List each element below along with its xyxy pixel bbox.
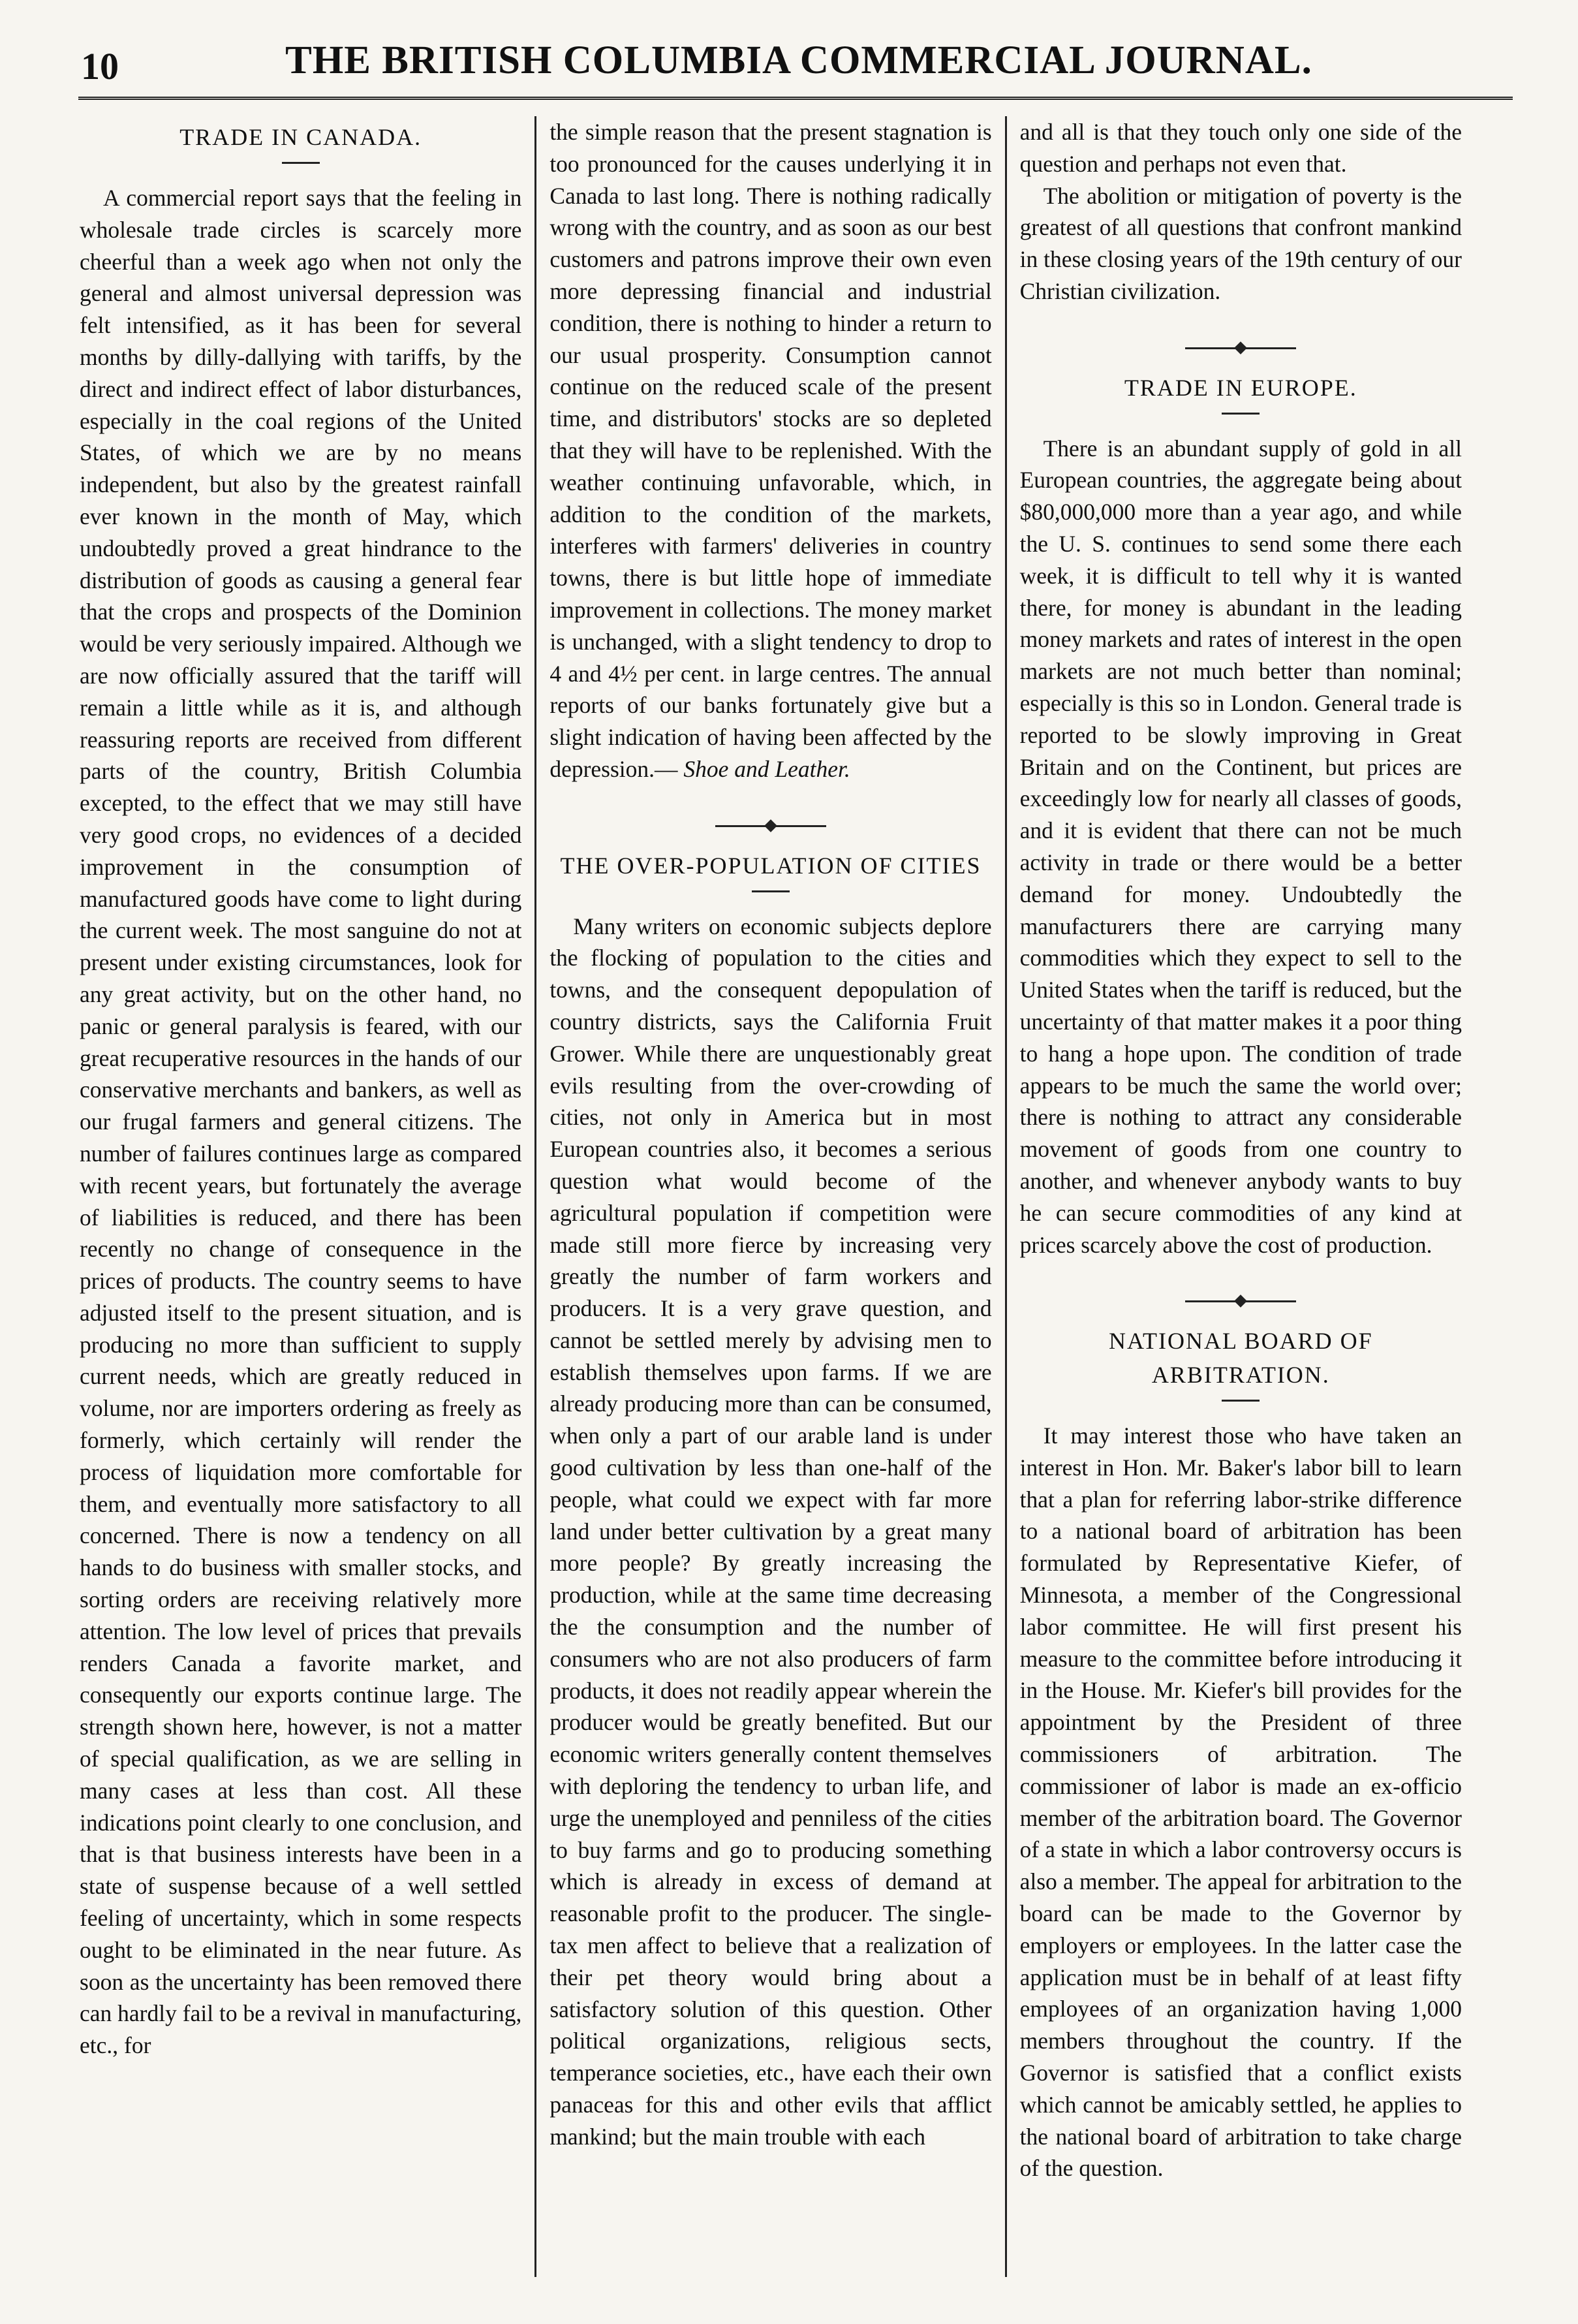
masthead: [72, 26, 1526, 98]
article-paragraph-poverty: The abolition or mitigation of poverty is the greatest of all questions that confront mankind in these closing years of the 19th century of our Christian civilization.: [1019, 182, 1462, 304]
article-title-trade-in-canada: TRADE IN CANADA.: [179, 124, 422, 150]
column-rule: [1005, 116, 1007, 2277]
page-number: 10: [81, 45, 119, 87]
article-body-trade-in-europe: There is an abundant supply of gold in all European countries, the aggregate being about $80,000,000 more than a year ago, and while the U. S. continues to send some there each week, it is difficult to tell why it is wanted there, for money is abundant in the leading money markets and rates of interest in the open markets are not much better than nominal; especially is this so in London. General trade is reported to be slowly improving in Great Britain and on the Continent, but prices are exceedingly low for nearly all classes of goods, and it is evident that there can not be much activity in trade or there would be a better demand for money. Undoubtedly the manufacturers there are carrying many commodities which they expect to sell to the United States when the tariff is reduced, but the uncertainty of that matter makes it a poor thing to hang a hope upon. The condition of trade appears to be much the same the world over; there is nothing to attract any considerable movement of goods from one country to another, and whenever anybody wants to buy he can secure commodities of any kind at prices scarcely above the cost of production.: [1019, 435, 1462, 1258]
title-rule: [1222, 413, 1260, 415]
section-ornament: [549, 804, 991, 836]
article-title-over-population: THE OVER-POPULATION OF CITIES: [560, 852, 982, 879]
article-title-trade-in-europe: TRADE IN EUROPE.: [1124, 374, 1357, 401]
article-title-national-board: NATIONAL BOARD OF ARBITRATION.: [1108, 1328, 1373, 1389]
column-rule: [534, 116, 536, 2277]
column-2: [549, 116, 991, 2277]
journal-title: THE BRITISH COLUMBIA COMMERCIAL JOURNAL.: [285, 39, 1312, 82]
article-body-trade-in-canada: A commercial report says that the feeling in wholesale trade circles is scarcely more cheerful than a week ago when not only the general and almost universal depression was felt intensified, as it has been for several months by dilly-dallying with tariffs, by the direct and indirect effect of labor disturbances, especially in the coal regions of the United States, of which we are by no means independent, but also by the greatest rainfall ever known in the month of May, which undoubtedly proved a great hindrance to the distribution of goods as causing a general fear that the crops and prospects of the Dominion would be very seriously impaired. Although we are now officially assured that the tariff will remain a little while as it is, and although reassuring reports are received from different parts of the country, British Columbia excepted, to the effect that we may still have very good crops, no evidences of a decided improvement in the consumption of manufactured goods have come to light during the current week. The most sanguine do not at present under existing circumstances, look for any great activity, but on the other hand, no panic or general paralysis is feared, with our great recuperative resources in the hands of our conservative merchants and bankers, as well as our frugal farmers and general citizens. The number of failures continues large as compared with recent years, but fortunately the average of liabilities is reduced, and there has been recently no change of consequence in the prices of products. The country seems to have adjusted itself to the present situation, and is producing no more than sufficient to supply current needs, which are greatly reduced in volume, nor are importers ordering as freely as formerly, which certainly will render the process of liquidation more comfortable for them, and eventually more satisfactory to all concerned. There is now a tendency on all hands to do business with smaller stocks, and sorting orders are receiving relatively more attention. The low level of prices that prevails renders Canada a favorite market, and consequently our exports continue large. The strength shown here, however, is not a matter of special qualification, as we are selling in many cases at less than cost. All these indications point clearly to one conclusion, and that is that business interests have been in a state of suspense because of a well settled feeling of uncertainty, which in some respects ought to be eliminated in the near future. As soon as the uncertainty has been removed there can hardly fail to be a revival in manufacturing, etc., for: [80, 185, 522, 2059]
article-body-national-board: It may interest those who have taken an interest in Hon. Mr. Baker's labor bill to learn that a plan for referring labor-strike difference to a national board of arbitration has been formulated by Representative Kiefer, of Minnesota, a member of the Congressional labor committee. He will first present his measure to the committee before introducing it in the House. Mr. Kiefer's bill provides for the appointment by the President of three commissioners of arbitration. The commissioner of labor is made an ex-officio member of the arbitration board. The Governor of a state in which a labor controversy occurs is also a member. The appeal for arbitration to the board can be made to the Governor by employers or employees. In the latter case the application must be in behalf of at least fifty employees of an organization having 1,000 members throughout the country. If the Governor is satisfied that a conflict exists which cannot be amicably settled, he applies to the national board of arbitration to take charge of the question.: [1019, 1422, 1462, 2182]
section-ornament: [1020, 1279, 1462, 1311]
article-source: Shoe and Leather.: [683, 755, 850, 782]
title-rule: [282, 162, 320, 164]
masthead-rule: [78, 97, 1513, 100]
column-3: [1020, 116, 1462, 2277]
article-body-over-population: Many writers on economic subjects deplore the flocking of population to the cities and towns, and the consequent depopulation of country districts, says the California Fruit Grower. While there are unquestionably great evils resulting from the over-crowding of cities, not only in America but in most European countries also, it becomes a serious question what would become of the agricultural population if competition were made still more fierce by increasing very greatly the number of farm workers and producers. It is a very grave question, and cannot be settled merely by advising men to establish themselves upon farms. If we are already producing more than can be consumed, when only a part of our arable land is under good cultivation by less than one-half of the people, what could we expect with far more land under better cultivation by a great many more people? By greatly increasing the production, while at the same time decreasing the the consumption and the number of consumers who are not also producers of farm products, it does not readily appear wherein the producer would be greatly benefited. But our economic writers generally content themselves with deploring the tendency to urban life, and urge the unemployed and penniless of the cities to buy farms and go to producing something which is already in excess of demand at reasonable profit to the producer. The single-tax men affect to believe that a realization of their pet theory would bring about a satisfactory solution of this question. Other political organizations, religious sects, temperance societies, etc., have each their own panaceas for this and other evils that afflict mankind; but the main trouble with each: [549, 913, 992, 2150]
column-1: [80, 116, 521, 2277]
article-continuation-trade-in-canada: [549, 116, 991, 785]
section-ornament: [1020, 326, 1462, 358]
article-continuation-over-population: and all is that they touch only one side of the question and perhaps not even that.: [1019, 119, 1462, 177]
columns: [80, 116, 1462, 2277]
title-rule: [1222, 1400, 1260, 1402]
continued-text: the simple reason that the present stagnation is too pronounced for the causes underlying it in Canada to last long. There is nothing radically wrong with the country, and as soon as our best customers and patrons improve their own even more depressing financial and industrial condition, there is nothing to hinder a return to our usual prosperity. Consumption cannot continue on the reduced scale of the present time, and distributors' stocks are so depleted that they will have to be replenished. With the weather continuing unfavorable, which, in addition to the condition of the markets, interferes with farmers' deliveries in country towns, there is but little hope of immediate improvement in collections. The money market is unchanged, with a slight tendency to drop to 4 and 4½ per cent. in large centres. The annual reports of our banks fortunately give but a slight indication of having been affected by the depression.—: [549, 119, 992, 782]
title-rule: [752, 890, 790, 892]
